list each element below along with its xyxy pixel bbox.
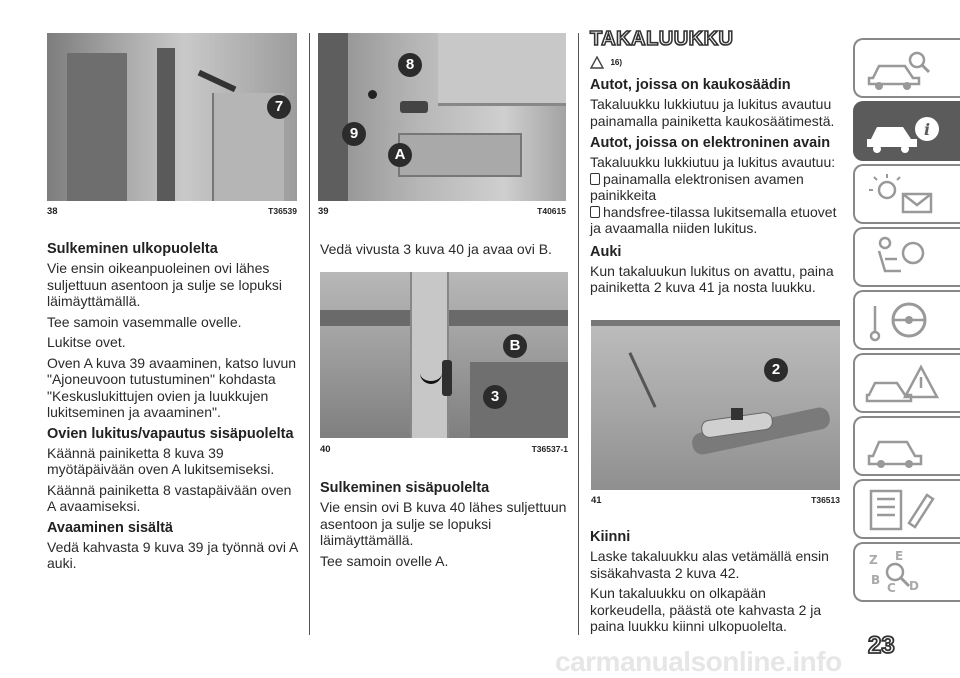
checkbox-bullet-icon xyxy=(590,206,600,218)
paragraph: Takaluukku lukkiutuu ja lukitus avautuu painamalla painiketta kaukosäätimestä. xyxy=(590,96,835,129)
heading-kaukosaadin: Autot, joissa on kaukosäädin xyxy=(590,77,791,93)
paragraph: Takaluukku lukkiutuu ja lukitus avautuu: xyxy=(590,154,836,170)
column-2-text xyxy=(320,479,570,569)
tab-warning-lights[interactable] xyxy=(853,164,960,224)
column-divider xyxy=(309,33,310,635)
figure-41-image xyxy=(591,320,840,490)
column-3-text-top xyxy=(590,28,840,296)
figure-code: T40615 xyxy=(537,206,566,216)
tab-airbag-safety[interactable] xyxy=(853,227,960,287)
figure-number: 41 xyxy=(591,495,602,506)
figure-41-caption xyxy=(591,495,840,506)
heading-sulkeminen-ulkopuolelta: Sulkeminen ulkopuolelta xyxy=(47,241,218,257)
paragraph: Käännä painiketta 8 vastapäivään oven A avaamiseksi. xyxy=(47,481,292,514)
tab-car-info[interactable] xyxy=(853,101,960,161)
figure-40-image xyxy=(320,272,568,438)
warning-light-icon xyxy=(865,172,945,218)
figure-39-image xyxy=(318,33,566,201)
checkbox-bullet-icon xyxy=(590,173,600,185)
paragraph: Tee samoin ovelle A. xyxy=(320,552,449,569)
figure-38-caption xyxy=(47,206,297,217)
paragraph: Laske takaluukku alas vetämällä ensin sisäkahvasta 2 kuva 42. xyxy=(590,548,829,581)
warning-reference: 16) xyxy=(590,54,840,70)
figure-code: T36537-1 xyxy=(531,444,568,454)
heading-auki: Auki xyxy=(590,243,622,260)
paragraph: Kun takaluukku on olkapään korkeudella, päästä ote kahvasta 2 ja paina luukku kiinni ulkopuolelta. xyxy=(590,585,822,634)
figure-number: 38 xyxy=(47,206,58,217)
callout-9: 9 xyxy=(342,122,366,146)
figure-code: T36513 xyxy=(811,495,840,505)
tab-driving[interactable] xyxy=(853,290,960,350)
figure-39-caption xyxy=(318,206,566,217)
svg-text:B: B xyxy=(871,573,881,587)
callout-2: 2 xyxy=(764,358,788,382)
paragraph: Vie ensin ovi B kuva 40 lähes suljettuun asentoon ja sulje se lopuksi läimäyttämällä. xyxy=(320,499,567,548)
callout-B: B xyxy=(503,334,527,358)
document-list-icon xyxy=(865,487,945,533)
tab-technical-data[interactable] xyxy=(853,479,960,539)
car-service-icon xyxy=(865,424,945,470)
car-breakdown-icon xyxy=(865,361,945,407)
steering-wheel-icon xyxy=(865,298,945,344)
paragraph: Tee samoin vasemmalle ovelle. xyxy=(47,313,242,330)
paragraph: Kun takaluukun lukitus on avattu, paina painiketta 2 kuva 41 ja nosta luukku. xyxy=(590,262,834,295)
paragraph: Vedä kahvasta 9 kuva 39 ja työnnä ovi A auki. xyxy=(47,538,298,571)
heading-ovien-lukitus: Ovien lukitus/vapautus sisäpuolelta xyxy=(47,425,294,442)
column-divider xyxy=(578,33,579,635)
page-number: 23 xyxy=(868,632,895,659)
tab-maintenance[interactable] xyxy=(853,416,960,476)
paragraph: Vie ensin oikeanpuoleinen ovi lähes suljettuun asentoon ja sulje se lopuksi läimäyttämällä. xyxy=(47,260,283,309)
heading-kiinni: Kiinni xyxy=(590,529,631,545)
watermark: carmanualsonline.info xyxy=(555,646,842,677)
figure-38-image xyxy=(47,33,297,201)
bullet-item: painamalla elektronisen avamen painikkeita xyxy=(590,170,804,203)
figure-code: T36539 xyxy=(268,206,297,216)
car-search-icon xyxy=(865,46,945,92)
section-title: TAKALUUKKU xyxy=(590,28,734,50)
callout-8: 8 xyxy=(398,53,422,77)
heading-sulkeminen-sisapuolelta: Sulkeminen sisäpuolelta xyxy=(320,480,490,496)
paragraph: Vedä vivusta 3 kuva 40 ja avaa ovi B. xyxy=(320,241,552,257)
heading-elektroninen-avain: Autot, joissa on elektroninen avain xyxy=(590,135,831,151)
svg-text:C: C xyxy=(887,581,896,595)
svg-text:E: E xyxy=(895,550,904,563)
column-1-text xyxy=(47,240,299,572)
tab-index[interactable] xyxy=(853,542,960,602)
column-3-text-bottom xyxy=(590,528,840,635)
bullet-item: handsfree-tilassa lukitsemalla etuovet ja avaamalla niiden lukitus. xyxy=(590,203,837,236)
svg-text:i: i xyxy=(923,120,931,139)
car-info-icon xyxy=(865,109,945,155)
tab-emergency[interactable] xyxy=(853,353,960,413)
callout-3: 3 xyxy=(483,385,507,409)
warning-triangle-icon xyxy=(590,56,604,69)
callout-A: A xyxy=(388,143,412,167)
figure-40-caption xyxy=(320,444,568,455)
callout-7: 7 xyxy=(267,95,291,119)
figure-number: 40 xyxy=(320,444,331,455)
svg-text:Z: Z xyxy=(869,553,878,567)
paragraph: Oven A kuva 39 avaaminen, katso luvun "Ajoneuvoon tutustuminen" kohdasta "Keskuslukittujen ovien ja luukkujen lukitseminen ja avaaminen". xyxy=(47,354,297,420)
paragraph: Lukitse ovet. xyxy=(47,334,126,350)
paragraph: Käännä painiketta 8 kuva 39 myötäpäivään oven A lukitsemiseksi. xyxy=(47,444,275,477)
heading-avaaminen-sisalta: Avaaminen sisältä xyxy=(47,519,173,536)
tab-car-search[interactable] xyxy=(853,38,960,98)
svg-text:D: D xyxy=(909,579,919,593)
alphabet-index-icon xyxy=(865,550,945,596)
airbag-seat-icon xyxy=(865,235,945,281)
figure-number: 39 xyxy=(318,206,329,217)
